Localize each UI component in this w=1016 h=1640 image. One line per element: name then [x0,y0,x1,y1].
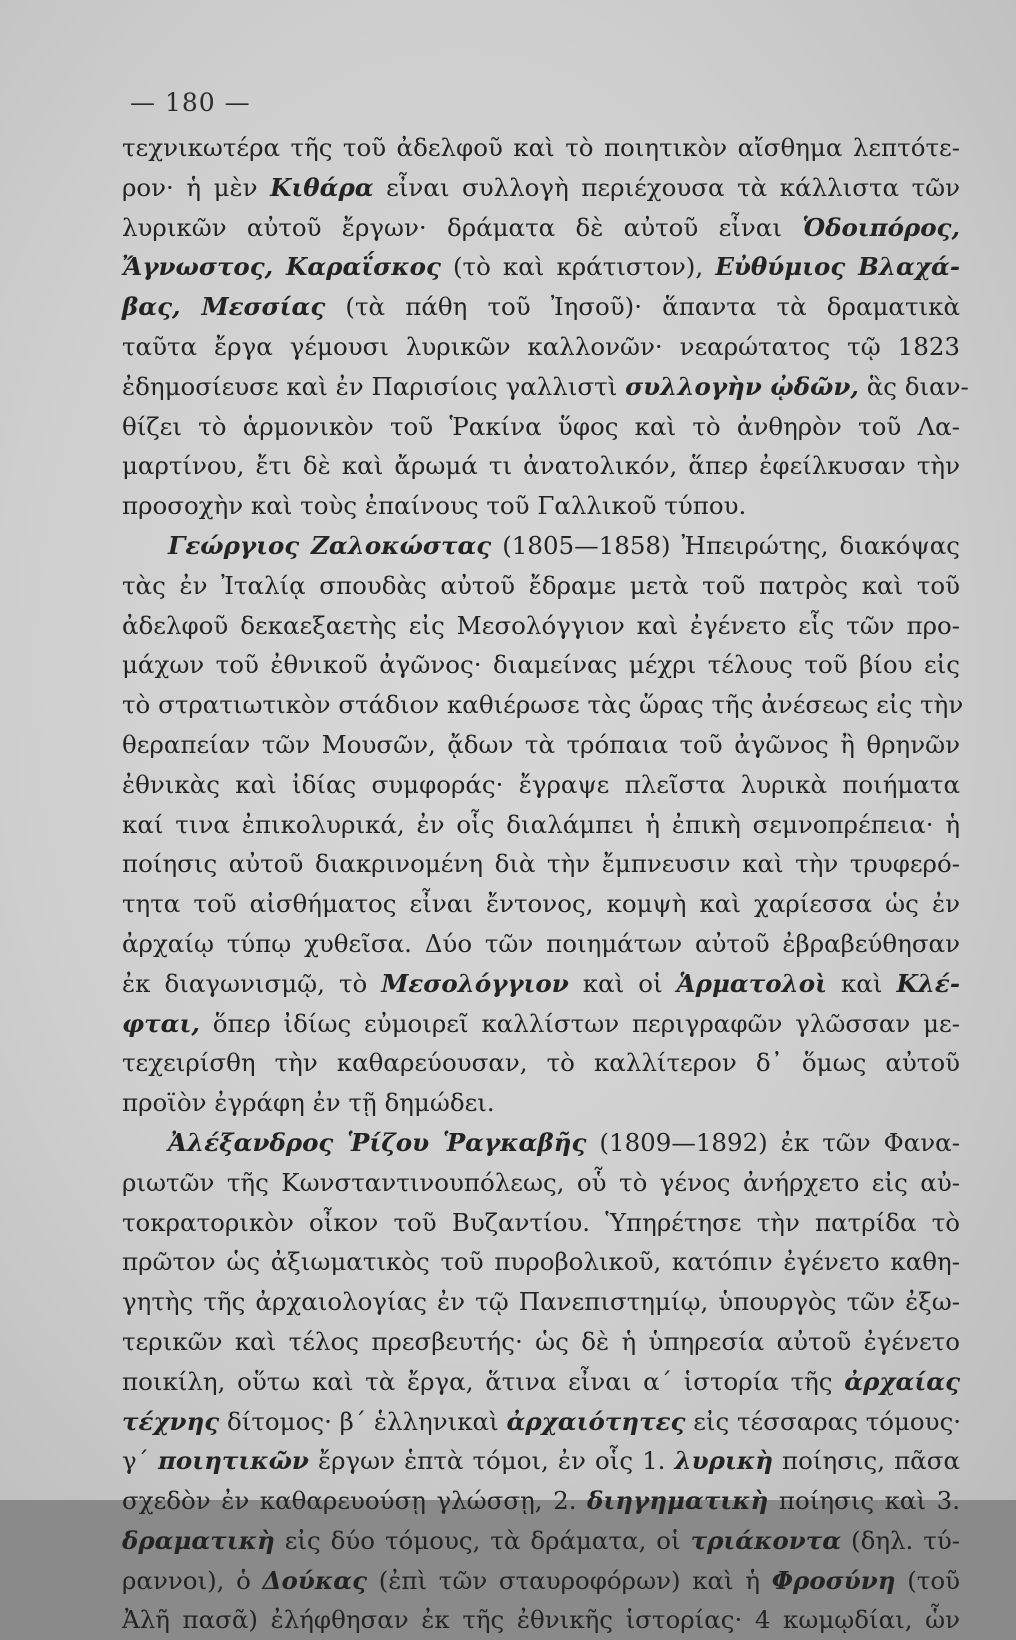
text-line [122,367,969,407]
emphasized-text: Γεώργιος Ζαλοκώστας [168,530,492,560]
text-segment: δίτομος· β΄ ἑλληνικαὶ [219,1406,507,1436]
text-line [122,924,960,964]
text-line [122,526,960,566]
emphasized-text: Κιθάρα [270,172,374,202]
text-segment: προϊὸν ἐγράφη ἐν τῇ δημώδει. [122,1088,495,1118]
text-segment: τεχνικωτέρα τῆς τοῦ ἀδελφοῦ καὶ τὸ ποιητικὸν αἴσθημα λεπτότε- [122,133,960,162]
emphasized-text: Δούκας [262,1565,368,1595]
text-line [122,1600,960,1640]
text-line [122,1203,960,1243]
text-segment: εἰς τέσσαρας τόμους· [685,1406,962,1436]
text-segment: (δηλ. τύ- [841,1525,960,1555]
text-line [122,1322,960,1362]
text-segment: μαρτίνου, ἔτι δὲ καὶ ἄρωμά τι ἀνατολικόν, ἅπερ ἐφείλκυσαν τὴν [122,451,960,481]
text-line [122,1402,960,1442]
text-segment: θεραπείαν τῶν Μουσῶν, ᾄδων τὰ τρόπαια τοῦ ἀγῶνος ἢ θρηνῶν [122,729,960,759]
text-line [122,1362,960,1402]
emphasized-text: δραματικὴ [122,1525,275,1555]
text-segment: προσοχὴν καὶ τοὺς ἐπαίνους τοῦ Γαλλικοῦ τύπου. [122,491,747,521]
emphasized-text: τριάκοντα [690,1525,842,1555]
text-segment: σχεδὸν ἐν καθαρευούσῃ γλώσσῃ, 2. [122,1486,588,1516]
emphasized-text: ποιητικῶν [157,1446,309,1476]
text-segment: (τὰ πάθη τοῦ Ἰησοῦ)· ἅπαντα τὰ δραματικὰ [325,292,960,322]
text-line [122,486,960,526]
text-line [122,844,960,884]
text-segment: καὶ [826,968,897,998]
emphasized-text: Ἄγνωστος, Καραΐσκος [122,252,441,282]
text-segment: ἐδημοσίευσε καὶ ἐν Παρισίοις γαλλιστὶ [122,371,626,401]
text-line [122,964,960,1004]
text-segment: εἶναι συλλογὴ περιέχουσα τὰ κάλλιστα τῶν [373,172,961,202]
text-segment: (ἐπὶ τῶν σταυροφόρων) καὶ ἡ [367,1565,772,1595]
text-segment: πρῶτον ὡς ἀξιωματικὸς τοῦ πυροβολικοῦ, κατόπιν ἐγένετο καθη- [122,1247,960,1277]
text-line [122,606,960,646]
text-segment: ριωτῶν τῆς Κωνσταντινουπόλεως, οὗ τὸ γένος ἀνήρχετο εἰς αὐ- [122,1167,960,1197]
text-line [122,287,960,327]
text-segment: ρον· ἡ μὲν [122,172,271,202]
text-segment: (1805—1858) Ἠπειρώτης, διακόψας [491,530,960,560]
text-segment: ραννοι), ὁ [122,1565,263,1595]
text-segment: ἀρχαίῳ τύπῳ χυθεῖσα. Δύο τῶν ποιημάτων αὐτοῦ ἐβραβεύθησαν [122,928,960,958]
text-segment: ταῦτα ἔργα γέμουσι λυρικῶν καλλονῶν· νεαρώτατος τῷ 1823 [122,331,960,361]
text-segment: ἐθνικὰς καὶ ἰδίας συμφοράς· ἔγραψε πλεῖστα λυρικὰ ποιήματα [122,769,960,799]
text-segment: τεχειρίσθη τὴν καθαρεύουσαν, τὸ καλλίτερον δ᾽ ὅμως αὐτοῦ [122,1048,960,1078]
emphasized-text: διηγηματικὴ [587,1486,769,1516]
text-segment: γ΄ [122,1446,158,1476]
text-line [122,407,960,447]
text-line [122,1481,960,1521]
text-line [122,1441,960,1481]
text-line [122,685,964,725]
text-segment: ποίησις αὐτοῦ διακρινομένη διὰ τὴν ἔμπνευσιν καὶ τὴν τρυφερό- [122,849,960,879]
text-line [122,725,960,765]
text-line [122,805,960,845]
text-segment: ποίησις καὶ 3. [768,1486,960,1516]
text-line [122,645,960,685]
text-segment: ποίησις, πᾶσα [773,1446,960,1476]
text-line [122,884,960,924]
text-segment: τοκρατορικὸν οἶκον τοῦ Βυζαντίου. Ὑπηρέτησε τὴν πατρίδα τὸ [122,1207,960,1237]
text-line [122,208,960,248]
text-line [122,327,960,367]
text-line [122,566,960,606]
text-segment: λυρικῶν αὐτοῦ ἔργων· δράματα δὲ αὐτοῦ εἶναι [122,212,803,242]
text-segment: τὰς ἐν Ἰταλίᾳ σπουδὰς αὐτοῦ ἔδραμε μετὰ τοῦ πατρὸς καὶ τοῦ [122,570,960,600]
text-line [122,1242,960,1282]
emphasized-text: Κλέ- [896,968,960,998]
text-segment: ἐκ διαγωνισμῷ, τὸ [122,968,382,998]
text-line [122,1561,960,1601]
text-segment: θίζει τὸ ἁρμονικὸν τοῦ Ῥακίνα ὕφος καὶ τὸ ἀνθηρὸν τοῦ Λα- [122,411,960,441]
text-segment: ποικίλη, οὕτω καὶ τὰ ἔργα, ἅτινα εἶναι α΄ ἱστορία τῆς [122,1366,845,1396]
body-text [122,128,969,1640]
text-segment: εἰς δύο τόμους, τὰ δράματα, οἱ [274,1525,691,1555]
text-segment: τερικῶν καὶ τέλος πρεσβευτής· ὡς δὲ ἡ ὑπηρεσία αὐτοῦ ἐγένετο [122,1326,960,1356]
text-segment: ἃς διαν- [858,371,969,401]
emphasized-text: βας, Μεσσίας [122,292,326,322]
page-number: — 180 — [130,88,251,117]
text-line [122,168,960,208]
text-line [122,1123,960,1163]
text-segment: (τοῦ [895,1565,960,1595]
emphasized-text: Φροσύνη [771,1565,896,1595]
text-line [122,1163,960,1203]
emphasized-text: φται, [122,1008,200,1038]
emphasized-text: τέχνης [122,1406,220,1436]
text-line [122,1043,960,1083]
text-segment: ἀδελφοῦ δεκαεξαετὴς εἰς Μεσολόγγιον καὶ ἐγένετο εἷς τῶν προ- [122,610,960,640]
text-segment: ἔργων ἑπτὰ τόμοι, ἐν οἷς 1. [308,1446,675,1476]
text-line [122,128,960,168]
emphasized-text: ἀρχαιότητες [506,1406,686,1436]
text-line [122,1521,960,1561]
emphasized-text: Ἀλέξανδρος Ῥίζου Ῥαγκαβῆς [168,1127,587,1157]
text-segment: καὶ οἱ [568,968,677,998]
emphasized-text: Ὁδοιπόρος, [802,212,960,242]
emphasized-text: Εὐθύμιος Βλαχά- [715,252,960,282]
emphasized-text: Μεσολόγγιον [381,968,569,998]
text-line [122,1083,960,1123]
emphasized-text: ἀρχαίας [844,1366,960,1396]
text-line [122,446,960,486]
text-segment: (τὸ καὶ κράτιστον), [440,252,716,282]
text-line [122,765,960,805]
text-line [122,1004,960,1044]
text-line [122,1282,960,1322]
text-line [122,247,960,287]
text-segment: τητα τοῦ αἰσθήματος εἶναι ἔντονος, κομψὴ καὶ χαρίεσσα ὡς ἐν [122,889,960,919]
text-segment: ὅπερ ἰδίως εὐμοιρεῖ καλλίστων περιγραφῶν γλῶσσαν με- [199,1008,960,1038]
text-segment: μάχων τοῦ ἐθνικοῦ ἀγῶνος· διαμείνας μέχρι τέλους τοῦ βίου εἰς [122,650,960,680]
text-segment: γητὴς τῆς ἀρχαιολογίας ἐν τῷ Πανεπιστημίῳ, ὑπουργὸς τῶν ἐξω- [122,1287,960,1317]
text-segment: καί τινα ἐπικολυρικά, ἐν οἷς διαλάμπει ἡ ἐπικὴ σεμνοπρέπεια· ἡ [122,809,960,839]
text-segment: τὸ στρατιωτικὸν στάδιον καθιέρωσε τὰς ὥρας τῆς ἀνέσεως εἰς τὴν [122,690,964,720]
text-segment: Ἀλῆ πασᾶ) ἐλήφθησαν ἐκ τῆς ἐθνικῆς ἱστορίας· 4 κωμῳδίαι, ὧν [122,1605,960,1635]
emphasized-text: Ἁρματολοὶ [676,968,827,998]
text-segment: (1809—1892) ἐκ τῶν Φανα- [586,1127,961,1157]
emphasized-text: συλλογὴν ᾠδῶν, [625,371,859,401]
emphasized-text: λυρικὴ [674,1446,774,1476]
